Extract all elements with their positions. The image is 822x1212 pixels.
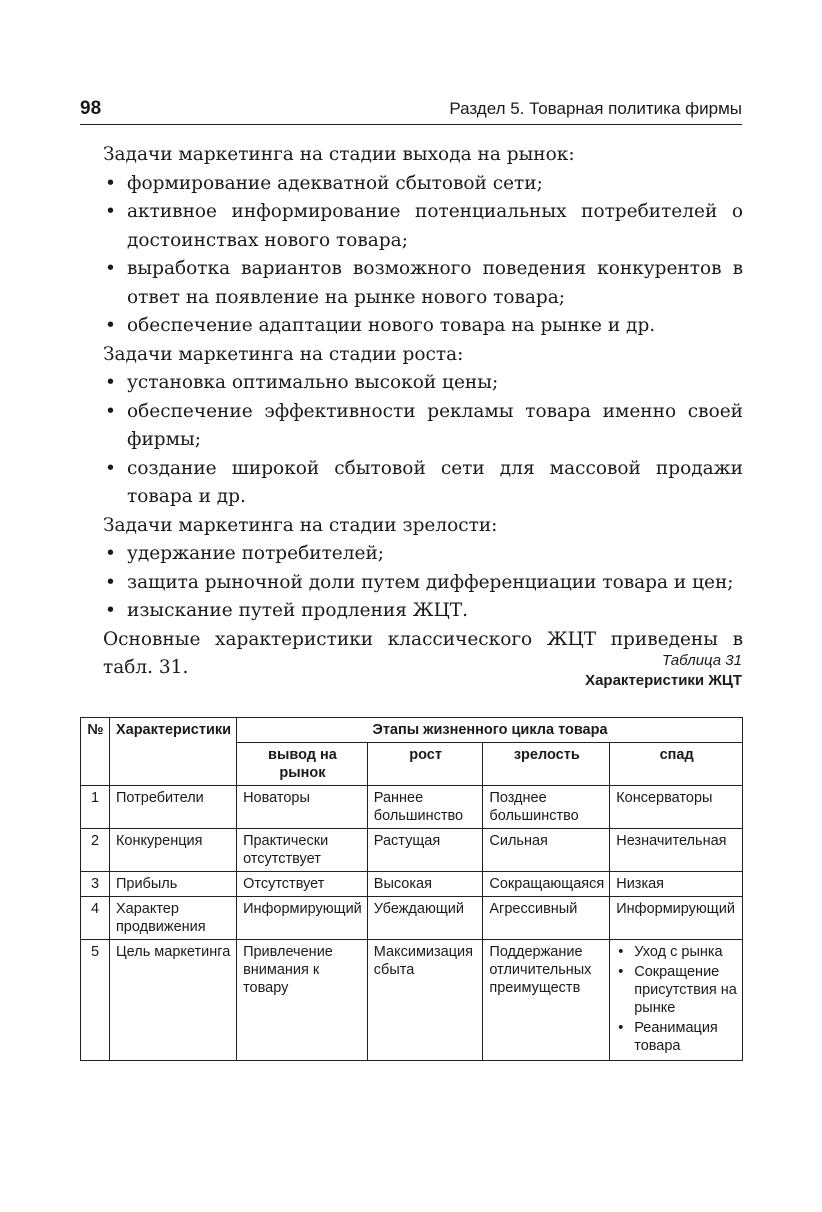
header-stages-group: Этапы жизненного цикла товара <box>237 718 743 743</box>
table-cell: Позднее большинство <box>483 786 610 829</box>
table-cell: Отсутствует <box>237 872 368 897</box>
list-item: • активное информирование потенциальных потребителей о достоинствах нового товара; <box>103 198 743 255</box>
body-text <box>103 141 743 683</box>
list-item: • выработка вариантов возможного поведения конкурентов в ответ на появление на рынке нового товара; <box>103 255 743 312</box>
table-row <box>81 786 743 829</box>
running-head: Раздел 5. Товарная политика фирмы <box>449 99 742 118</box>
table-cell: Низкая <box>610 872 743 897</box>
paragraph-growth-stage: Задачи маркетинга на стадии роста: <box>103 343 464 365</box>
table-cell: Практически отсутствует <box>237 829 368 872</box>
table-cell: Незначительная <box>610 829 743 872</box>
header-stage-growth: рост <box>367 743 483 786</box>
page-header <box>80 96 742 125</box>
row-characteristic: Конкуренция <box>109 829 236 872</box>
table-row <box>81 872 743 897</box>
lifecycle-table <box>80 717 743 1061</box>
page-number: 98 <box>80 98 102 119</box>
header-stage-launch: вывод на рынок <box>237 743 368 786</box>
list-item: • защита рыночной доли путем дифференциации товара и цен; <box>103 569 743 598</box>
row-characteristic: Цель маркетинга <box>109 940 236 1061</box>
table-cell: Максимизация сбыта <box>367 940 483 1061</box>
list-item: • изыскание путей продления ЖЦТ. <box>103 597 743 626</box>
list-item: • обеспечение адаптации нового товара на рынке и др. <box>103 312 743 341</box>
row-characteristic: Прибыль <box>109 872 236 897</box>
table-cell: Агрессивный <box>483 897 610 940</box>
paragraph-maturity-stage: Задачи маркетинга на стадии зрелости: <box>103 514 498 536</box>
table-caption <box>585 651 742 691</box>
row-num: 4 <box>81 897 110 940</box>
header-num: № <box>81 718 110 786</box>
table-cell: Раннее большинство <box>367 786 483 829</box>
table-cell: Убеждающий <box>367 897 483 940</box>
header-characteristic: Характеристики <box>109 718 236 786</box>
table-row <box>81 829 743 872</box>
paragraph-entry-stage: Задачи маркетинга на стадии выхода на рынок: <box>103 144 575 165</box>
row-num: 1 <box>81 786 110 829</box>
table-cell: Консерваторы <box>610 786 743 829</box>
table-label: Таблица 31 <box>661 652 742 669</box>
decline-goals-list <box>616 943 737 1055</box>
table-cell: Высокая <box>367 872 483 897</box>
list-item: • создание широкой сбытовой сети для массовой продажи товара и др. <box>103 455 743 512</box>
list-growth-stage-tasks <box>103 369 743 512</box>
table-row <box>81 940 743 1061</box>
table-cell: Информирующий <box>237 897 368 940</box>
header-stage-decline: спад <box>610 743 743 786</box>
table-row <box>81 897 743 940</box>
table-cell: Новаторы <box>237 786 368 829</box>
header-stage-maturity: зрелость <box>483 743 610 786</box>
paragraph-table-reference: Основные характеристики классического ЖЦТ приведены в табл. 31. <box>103 628 743 678</box>
list-item: • удержание потребителей; <box>103 540 743 569</box>
table-cell: Сокращающаяся <box>483 872 610 897</box>
list-item: • Реанимация товара <box>616 1019 737 1055</box>
table-title: Характеристики ЖЦТ <box>585 672 742 689</box>
list-maturity-stage-tasks <box>103 540 743 626</box>
list-entry-stage-tasks <box>103 170 743 341</box>
list-item: • формирование адекватной сбытовой сети; <box>103 170 743 199</box>
list-item: • Уход с рынка <box>616 943 737 961</box>
table-cell: Растущая <box>367 829 483 872</box>
table-cell: Информирующий <box>610 897 743 940</box>
list-item: • Сокращение присутствия на рынке <box>616 963 737 1017</box>
row-num: 5 <box>81 940 110 1061</box>
row-characteristic: Характер продвижения <box>109 897 236 940</box>
table-cell: Привлечение внимания к товару <box>237 940 368 1061</box>
list-item: • установка оптимально высокой цены; <box>103 369 743 398</box>
row-num: 2 <box>81 829 110 872</box>
row-characteristic: Потребители <box>109 786 236 829</box>
table-cell: Сильная <box>483 829 610 872</box>
table-cell: Поддержание отличительных преимуществ <box>483 940 610 1061</box>
table-cell-list <box>610 940 743 1061</box>
row-num: 3 <box>81 872 110 897</box>
list-item: • обеспечение эффективности рекламы товара именно своей фирмы; <box>103 398 743 455</box>
